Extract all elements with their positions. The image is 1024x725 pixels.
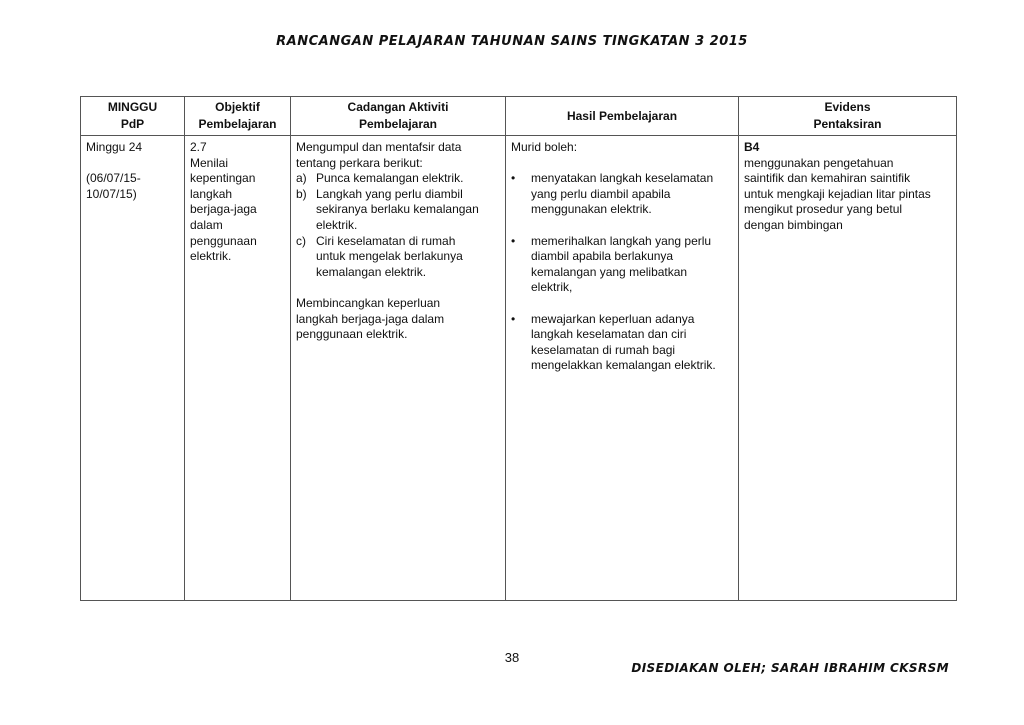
- header-cadangan-line: Cadangan Aktiviti: [347, 100, 449, 114]
- header-minggu: [81, 97, 185, 136]
- outcome-item: [511, 312, 733, 374]
- header-objektif: [185, 97, 291, 136]
- outcome-line: langkah keselamatan dan ciri: [531, 327, 687, 342]
- item-marker: a): [296, 171, 307, 186]
- bullet-icon: •: [511, 311, 516, 326]
- item-line: untuk mengelak berlakunya: [316, 249, 463, 264]
- outcome-line: menggunakan elektrik.: [531, 202, 652, 217]
- item-line: elektrik.: [316, 217, 358, 232]
- header-cadangan-line: Pembelajaran: [358, 117, 438, 131]
- outcome-line: diambil apabila berlakunya: [531, 249, 674, 264]
- header-minggu-line: PdP: [120, 117, 145, 131]
- table-header-row: [81, 97, 957, 136]
- evidens-line: menggunakan pengetahuan: [744, 155, 894, 170]
- cell-objektif: [185, 136, 291, 601]
- objektif-line: kepentingan: [190, 171, 256, 186]
- objektif-line: penggunaan: [190, 233, 257, 248]
- item-line: Langkah yang perlu diambil: [316, 186, 463, 201]
- outcome-line: memerihalkan langkah yang perlu: [531, 233, 712, 248]
- evidens-line: mengikut prosedur yang betul: [744, 202, 903, 217]
- objektif-line: berjaga-jaga: [190, 202, 257, 217]
- activity-item-c: [296, 234, 500, 281]
- cell-cadangan: [291, 136, 506, 601]
- hasil-intro: Murid boleh:: [511, 140, 578, 154]
- lesson-plan-table: [80, 96, 957, 601]
- cadangan-intro-line: Mengumpul dan mentafsir data: [296, 140, 462, 154]
- header-objektif-line: Objektif: [215, 100, 260, 114]
- item-line: sekiranya berlaku kemalangan: [316, 202, 479, 217]
- outcome-line: elektrik,: [531, 280, 573, 295]
- outcome-line: kemalangan yang melibatkan: [531, 264, 688, 279]
- evidens-line: saintifik dan kemahiran saintifik: [744, 171, 911, 186]
- header-minggu-line: MINGGU: [107, 100, 158, 114]
- minggu-line: Minggu 24: [86, 140, 143, 154]
- minggu-line: 10/07/15): [86, 186, 137, 201]
- header-evidens: [739, 97, 957, 136]
- cell-hasil: [506, 136, 739, 601]
- objektif-line: dalam: [190, 217, 223, 232]
- bullet-icon: •: [511, 233, 516, 248]
- item-marker: b): [296, 186, 307, 201]
- item-line: kemalangan elektrik.: [316, 264, 427, 279]
- objektif-line: Menilai: [190, 155, 229, 170]
- evidens-band: B4: [744, 140, 760, 154]
- cadangan-outro-line: penggunaan elektrik.: [296, 327, 408, 342]
- cell-evidens: [739, 136, 957, 601]
- minggu-line: (06/07/15-: [86, 171, 141, 186]
- footer-prepared-by: DISEDIAKAN OLEH; SARAH IBRAHIM CKSRSM: [631, 661, 949, 675]
- item-marker: c): [296, 233, 306, 248]
- header-hasil-line: Hasil Pembelajaran: [566, 108, 678, 123]
- outcome-line: mewajarkan keperluan adanya: [531, 311, 695, 326]
- objektif-line: 2.7: [190, 140, 207, 154]
- table-row: [81, 136, 957, 601]
- cadangan-intro-line: tentang perkara berikut:: [296, 155, 423, 170]
- bullet-icon: •: [511, 171, 516, 186]
- cadangan-outro-line: langkah berjaga-jaga dalam: [296, 311, 445, 326]
- outcome-line: keselamatan di rumah bagi: [531, 342, 676, 357]
- page-number: 38: [504, 650, 520, 665]
- header-cadangan: [291, 97, 506, 136]
- header-hasil: [506, 97, 739, 136]
- objektif-line: elektrik.: [190, 249, 232, 264]
- outcome-line: menyatakan langkah keselamatan: [531, 171, 714, 186]
- outcome-line: mengelakkan kemalangan elektrik.: [531, 358, 716, 373]
- outcome-item: [511, 171, 733, 218]
- header-evidens-line: Pentaksiran: [813, 117, 882, 131]
- outcome-item: [511, 234, 733, 296]
- outcome-line: yang perlu diambil apabila: [531, 186, 671, 201]
- item-line: Punca kemalangan elektrik.: [316, 171, 464, 186]
- cell-minggu: [81, 136, 185, 601]
- objektif-line: langkah: [190, 186, 233, 201]
- header-evidens-line: Evidens: [824, 100, 871, 114]
- header-objektif-line: Pembelajaran: [198, 117, 277, 131]
- document-title: RANCANGAN PELAJARAN TAHUNAN SAINS TINGKATAN 3 2015: [276, 34, 748, 49]
- activity-item-b: [296, 187, 500, 234]
- activity-item-a: [296, 171, 500, 187]
- evidens-line: dengan bimbingan: [744, 217, 843, 232]
- cadangan-outro-line: Membincangkan keperluan: [296, 295, 441, 310]
- item-line: Ciri keselamatan di rumah: [316, 233, 456, 248]
- evidens-line: untuk mengkaji kejadian litar pintas: [744, 186, 931, 201]
